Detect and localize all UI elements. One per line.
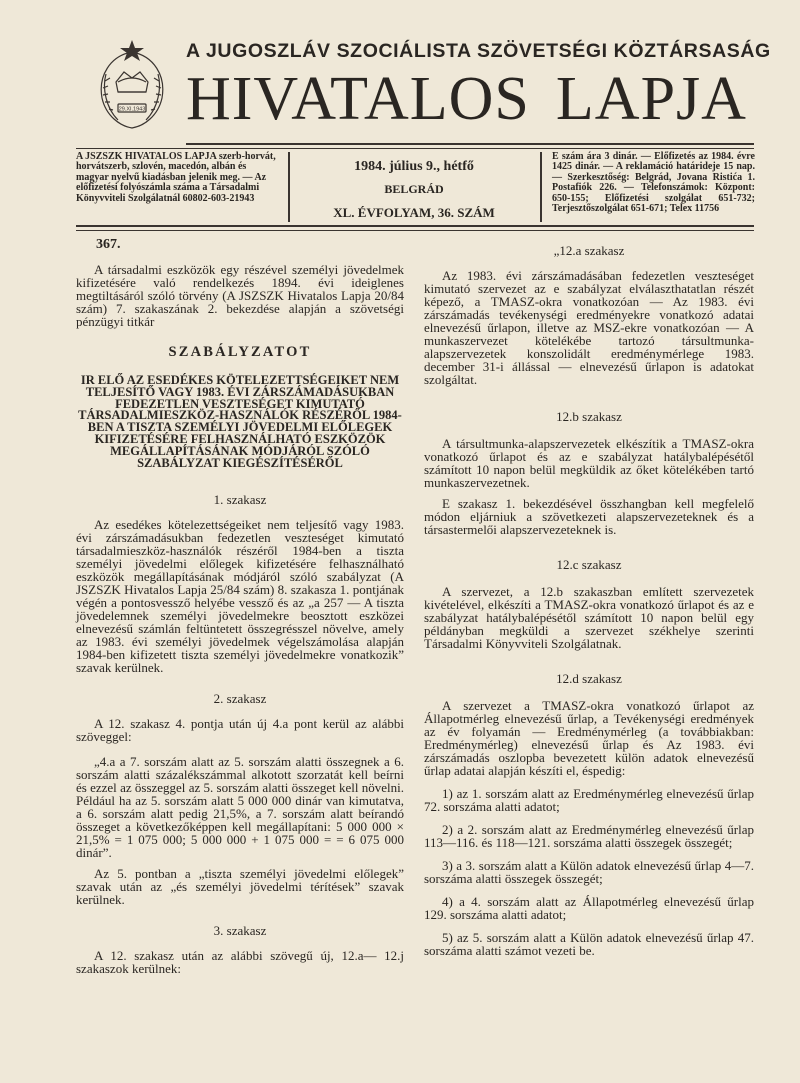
issue-volume: XL. ÉVFOLYAM, 36. SZÁM [333,205,495,220]
section-12a-heading: „12.a szakasz [553,243,625,258]
section-1-text: Az esedékes kötelezettségeiket nem teljesítő vagy 1983. évi zárszámadásukban fedezetlen veszteséget kimutató társadalmieszköz-használók részéről 1984-ben a tiszta személyi jövedelmi előlegek kifizetésére felhasználható eszközök megállapításának módjáról szóló szabályzat (A JSZSZK Hivatalos Lapja 25/84 szám) 8. szakasza 1. pontjának végén a pontosvessző helyébe vessző és az „a 257 — A tiszta jövedelemnek személyi jövedelmekre beosztott eszközei elnevezésű számlán feltüntetett összegrésszel növelve, amely az 1983. évi személyi jövedelmek végelszámolása alapján 1984-ben kifizetett tiszta személyi jövedelmekre vonatkozik” szavak kerülnek. [76,517,404,676]
section-2-text: A 12. szakasz 4. pontja után új 4.a pont kerül az alábbi szöveggel: [76,716,404,745]
gazette-title-word1: HIVATALOS [186,65,530,133]
issue-date: 1984. július 9., hétfő [354,159,474,174]
list-item: 2) a 2. sorszám alatt az Eredménymérleg elnevezésű űrlap 113—116. és 118—121. sorszáma alatti összegek összegét; [424,822,754,850]
section-2-quote: „4.a a 7. sorszám alatt az 5. sorszám alatti összegnek a 6. sorszám alatti százalékszámmal alkotott szorzatát kell beírni és ezzel az összeggel az 5. sorszám alatti összeget kell növelni. Például ha az 5. sorszám alatt 5 000 000 dinár van kimutatva, a 6. sorszám alatt pedig 21,5%, a 7. sorszám alatt beírandó összeget a következőképpen kell megállapítani: 5 000 000 × 21,5% = 1 075 000; 5 000 000 + 1 075 000 = = 6 075 000 dinár”. [76,754,404,861]
intro-paragraph: A társadalmi eszközök egy részével személyi jövedelmek kifizetésére való rendelkezés 1894. évi ideiglenes megtiltásáról szóló törvény (A JSZSZK Hivatalos Lapja 20/84 szám) 7. szakaszának 2. bekezdése alapján a szövetségi pénzügyi titkár [76,262,404,329]
section-2-heading: 2. szakasz [213,691,267,707]
pricing-contact-info: E szám ára 3 dinár. — Előfizetés az 1984. évre 1425 dinár. — A reklamáció határideje 15 nap. — Szerkesztőség: Belgrád, Jovana Ristića 1. Postafiók 226. — Telefonszámok: Központ: 650-155; Előfizetési szolgálat 651-732; Terjesztőszolgálat 651-671; Telex 11756 [552,151,755,215]
document-subtitle: IR ELŐ AZ ESEDÉKES KÖTELEZETTSÉGEIKET NEM TELJESÍTŐ VAGY 1983. ÉVI ZÁRSZÁMADÁSUKBAN FEDEZETLEN VESZTESÉGET KIMUTATÓ TÁRSADALMIESZKÖZ-HASZNÁLÓK RÉSZÉRŐL 1984-BEN A TISZTA SZEMÉLYI JÖVEDELMI ELŐLEGEK KIFIZETÉSÉRE FELHASZNÁLHATÓ ESZKÖZÖK MEGÁLLAPÍTÁSÁNAK MÓDJÁRÓL SZÓLÓ SZABÁLYZAT KIEGÉSZÍTÉSÉRŐL [78,373,402,470]
section-12b-heading: 12.b szakasz [556,409,622,424]
section-1-heading: 1. szakasz [213,492,267,508]
section-2-text-2: Az 5. pontban a „tiszta személyi jövedelmi előlegek” szavak után az „és személyi jövedelmi térítések” szavak kerülnek. [76,866,404,908]
subscription-info: A JSZSZK HIVATALOS LAPJA szerb-horvát, horvátszerb, szlovén, macedón, albán és magyar nyelvű kiadásban jelenik meg. — Az előfizetési folyószámla száma a Társadalmi Könyvviteli Szolgálatnál 60802-603-21943 [76,151,276,204]
section-3-heading: 3. szakasz [213,923,267,939]
list-item: 1) az 1. sorszám alatt az Eredménymérleg elnevezésű űrlap 72. sorszáma alatti adatot; [424,786,754,814]
list-item: 5) az 5. sorszám alatt a Külön adatok elnevezésű űrlap 47. sorszáma alatti számot vezeti be. [424,930,754,958]
gazette-title-word2: LAPJA [555,65,747,133]
list-item: 4) a 4. sorszám alatt az Állapotmérleg elnevezésű űrlap 129. sorszáma alatti adatot; [424,894,754,922]
section-3-text: A 12. szakasz után az alábbi szövegű új, 12.a— 12.j szakaszok kerülnek: [76,948,404,977]
right-column [424,238,754,957]
left-column [76,238,404,975]
gazette-title [186,66,747,132]
section-12b-text-2: E szakasz 1. bekezdésével összhangban kell megfelelő módon eljárniuk a szövetkezeti alapszervezeteknek és a társastermelői alapszervezeteknek is. [424,496,754,537]
section-12d-text: A szervezet a TMASZ-okra vonatkozó űrlapot az Állapotmérleg elnevezésű űrlap, a Tevékenységi eredmények az év folyamán — Eredménymérleg (a továbbiakban: Eredménymérleg) elnevezésű űrlap és Az 1983. évi zárszámadás oszlopba bevezetett külön adatok elnevezésű űrlap adatai alapján készíti el, éspedig: [424,698,754,778]
masthead-rule [186,143,754,145]
section-12a-text: Az 1983. évi zárszámadásában fedezetlen veszteséget kimutató szervezet az e szabályzat elválaszthatatlan részét képező, a TMASZ-okra vonatkozóan — Az 1983. évi zárszámadás tevékenységi eredményekre vonatkozó adatai elnevezésű űrlapon, illetve az MSZ-ekre vonatkozóan — A munkaszervezet kötelékébe tartozó társultmunka-alapszervezetek konszolidált eredménymérlege 1983. december 31-i állással — elnevezésű űrlapon is adatokat szolgáltat. [424,268,754,387]
issue-city: BELGRÁD [384,182,444,196]
item-number: 367. [96,237,121,252]
document-title: SZABÁLYZATOT [168,344,312,360]
republic-name: A JUGOSZLÁV SZOCIÁLISTA SZÖVETSÉGI KÖZTÁRSASÁG [186,40,771,62]
list-item: 3) a 3. sorszám alatt a Külön adatok elnevezésű űrlap 4—7. sorszáma alatti összegek összegét; [424,858,754,886]
section-12b-text-1: A társultmunka-alapszervezetek elkészítik a TMASZ-okra vonatkozó űrlapot és az e szabályzat hatálybalépésétől számított 10 napon belül megküldik az őket kötelékében tartó munkaszervezetnek. [424,436,754,490]
emblem-year: 29.XI.1943 [118,106,146,113]
band-bottom-rule-thin [76,230,754,231]
section-12d-heading: 12.d szakasz [556,671,622,686]
section-12c-heading: 12.c szakasz [556,557,622,572]
issue-info [296,158,532,222]
section-12c-text: A szervezet, a 12.b szakaszban említett szervezetek kivételével, elkészíti a TMASZ-okra vonatkozó űrlapot és az e szabályzat hatálybalépésétől számított 10 napon belül egy példányban megküldi a szervezet székhelye szerinti Társadalmi Könyvviteli Szolgálatnak. [424,584,754,651]
band-divider-left [288,152,290,222]
band-divider-right [540,152,542,222]
band-bottom-rule [76,225,754,227]
band-top-rule [76,148,754,149]
state-emblem-icon [88,38,176,132]
